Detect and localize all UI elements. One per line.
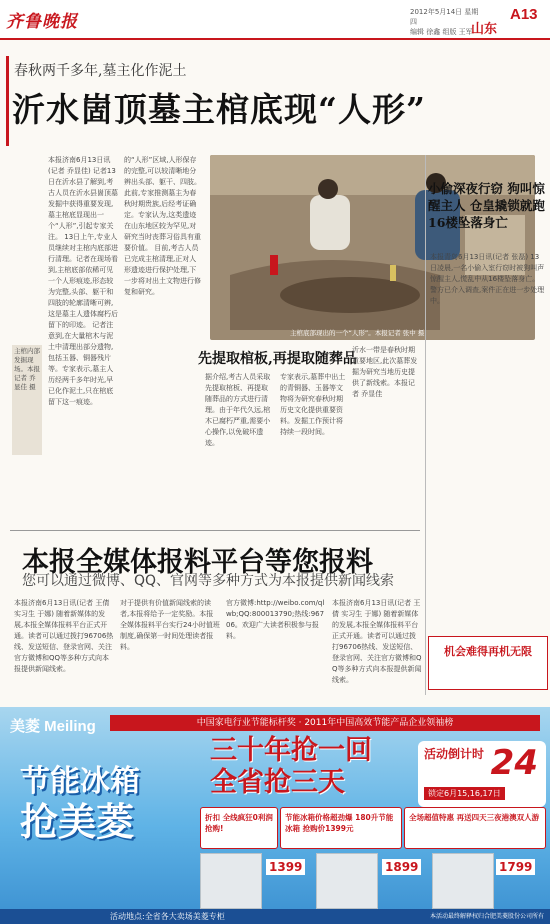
- article1-col1: [48, 155, 118, 455]
- article1-para3: 记者注意到,在大量棺木与泥土中清理出部分遗物,包括玉器、铜器残片等。专家表示,墓主人历经两千多年时光,早已化作泥土,只在棺底留下这一痕迹。: [48, 321, 114, 406]
- article1-col3: 据介绍,考古人员采取先提取棺板、再提取随葬品的方式进行清理。由于年代久远,棺木已腐朽严重,需要小心操作,以免破坏遗迹。: [205, 373, 271, 447]
- ad-strip-price: [280, 807, 402, 849]
- ad-big-title: [20, 762, 140, 842]
- article1-col4: 专家表示,墓葬中出土的青铜器、玉器等文物将为研究春秋时期历史文化提供重要资料。发掘工作预计将持续一段时间。: [280, 373, 346, 436]
- ad-footer-note: 本活动最终解释权归合肥美菱股份公司所有: [429, 913, 544, 920]
- page-number: A13: [510, 6, 538, 23]
- article1-col5: 沂水一带是春秋时期重要地区,此次墓葬发掘为研究当地历史提供了新线索。本报记者 乔显佳: [352, 346, 418, 398]
- side-caption: 主棺内部发掘现场。本报记者 乔显佳 摄: [14, 347, 40, 391]
- fridge-product-3: [432, 853, 494, 909]
- column-divider: [425, 155, 426, 695]
- article1-headline: 沂水崮顶墓主棺底现“人形”: [12, 90, 426, 129]
- countdown-dates: 锁定6月15,16,17日: [424, 787, 505, 800]
- meiling-advertisement: [0, 707, 550, 924]
- newspaper-logo: 齐鲁晚报: [6, 12, 78, 32]
- countdown-number: 24: [490, 743, 538, 783]
- ad-strip-discount: [200, 807, 278, 849]
- ad-slogan-line1: 三十年抢一回: [210, 735, 372, 766]
- small-ad-box: [428, 636, 548, 690]
- article2-col2: 对于提供有价值新闻线索的读者,本报将给予一定奖励。本报全媒体报料平台实行24小时值班制度,确保第一时间处理读者报料。: [120, 599, 220, 651]
- headline-accent-bar: [6, 56, 9, 146]
- article2-headline: 本报全媒体报料平台等您报料: [22, 547, 373, 578]
- ad-strip-discount-text: 折扣 全线疯狂0利润抢购!: [205, 813, 273, 833]
- masthead: [0, 0, 550, 40]
- sidebar-body: 本报青岛6月13日讯(记者 张磊) 13日凌晨,一名小偷入室行窃时被狗叫声惊醒主人,慌乱中从16楼坠落身亡。警方已介入调查,案件正在进一步处理中。: [430, 253, 545, 305]
- article1-kicker: 春秋两千多年,墓主化作泥土: [14, 63, 187, 79]
- ad-strip-price-text: 节能冰箱价格超劲爆 180升节能冰箱 抢购价1399元: [285, 813, 394, 833]
- side-caption-box: [12, 345, 42, 455]
- ad-footer-location: 活动地点:全省各大卖场美菱专柜: [110, 912, 225, 921]
- price-tag-2: 1899: [382, 859, 421, 875]
- ad-brand-logo: 美菱 Meiling: [10, 718, 96, 735]
- ad-footer: [0, 909, 550, 924]
- fridge-product-2: [316, 853, 378, 909]
- ad-strip-travel: [404, 807, 546, 849]
- ad-big-line1: 节能冰箱: [20, 764, 140, 799]
- price-tag-3: 1799: [496, 859, 535, 875]
- article2-subheadline: 您可以通过微博、QQ、官网等多种方式为本报提供新闻线索: [22, 573, 395, 589]
- photo-caption: 主棺底部现出的一个“人形”。本报记者 张中 摄: [290, 329, 425, 337]
- small-ad-text: 机会难得再机无限: [444, 645, 532, 658]
- ad-main-slogan: [210, 735, 372, 799]
- ad-slogan-line2: 全省抢三天: [210, 767, 345, 798]
- price-tag-1: 1399: [266, 859, 305, 875]
- article1-col2: [124, 155, 202, 343]
- article1-subhead: 先提取棺板,再提取随葬品: [198, 351, 357, 367]
- issue-date: [410, 7, 480, 37]
- ad-big-line2: 抢美菱: [20, 799, 135, 844]
- ad-award-band: 中国家电行业节能标杆奖 · 2011年中国高效节能产品企业领袖榜: [110, 715, 540, 731]
- editors-text: 编辑 徐鑫 组版 王军: [410, 28, 473, 36]
- fridge-product-1: [200, 853, 262, 909]
- article2-col4: 本报济南6月13日讯(记者 王倩 实习生 于娜) 随着新媒体的发展,本报全媒体报料平台正式开通。读者可以通过拨打96706热线、发送短信、登录官网、关注官方微博和QQ等多种方式向本报提供新闻线索。: [332, 599, 422, 684]
- date-text: 2012年5月14日 星期四: [410, 8, 479, 26]
- countdown-badge: [418, 741, 546, 807]
- article2-col1: 本报济南6月13日讯(记者 王倩 实习生 于娜) 随着新媒体的发展,本报全媒体报料平台正式开通。读者可以通过拨打96706热线、发送短信、登录官网、关注官方微博和QQ等多种方式向本报提供新闻线索。: [14, 599, 114, 673]
- article1-col2b-text: 目前,考古人员已完成主棺清理,正对人形遗迹进行保护处理,下一步将对出土文物进行修复和研究。: [124, 244, 201, 296]
- ad-strip-travel-text: 全场超值特惠 再送四天三夜港澳双人游: [409, 813, 540, 822]
- article1-col2-text: 的“人形”区域,人形保存的完整,可以较清晰地分辨出头部、躯干、四肢。此前,专家推测墓主为春秋时期贵族,后经考证确定。专家认为,这类遗迹在山东地区较为罕见,对研究当时丧葬习俗具有重要价值。: [124, 156, 201, 252]
- article1-byline: 本报济南6月13日讯(记者 乔显佳) 记者13日在沂水县了解到,考古人员在沂水县崮顶墓发掘中获得重要发现,墓主棺底显现出一个“人形”,引起专家关注。: [48, 156, 118, 241]
- sidebar-headline: 小偷深夜行窃 狗叫惊醒主人 仓皇撬锁就跑 16楼坠落身亡: [428, 181, 545, 230]
- section-divider: [10, 530, 420, 531]
- section-region: 山东: [471, 22, 498, 37]
- article1-para2: 13日上午,专业人员继续对主棺内底部进行清理。记者在现场看到,主棺底部依稀可见一个人形痕迹,形态较为完整,头部、躯干和四肢的轮廓清晰可辨,这是墓主人遗体腐朽后留下的印迹。: [48, 233, 118, 329]
- article2-col3: 官方微博:http://weibo.com/qlwb;QQ:800013790;热线:96706。欢迎广大读者积极参与报料。: [226, 599, 325, 640]
- countdown-label: 活动倒计时: [424, 747, 485, 761]
